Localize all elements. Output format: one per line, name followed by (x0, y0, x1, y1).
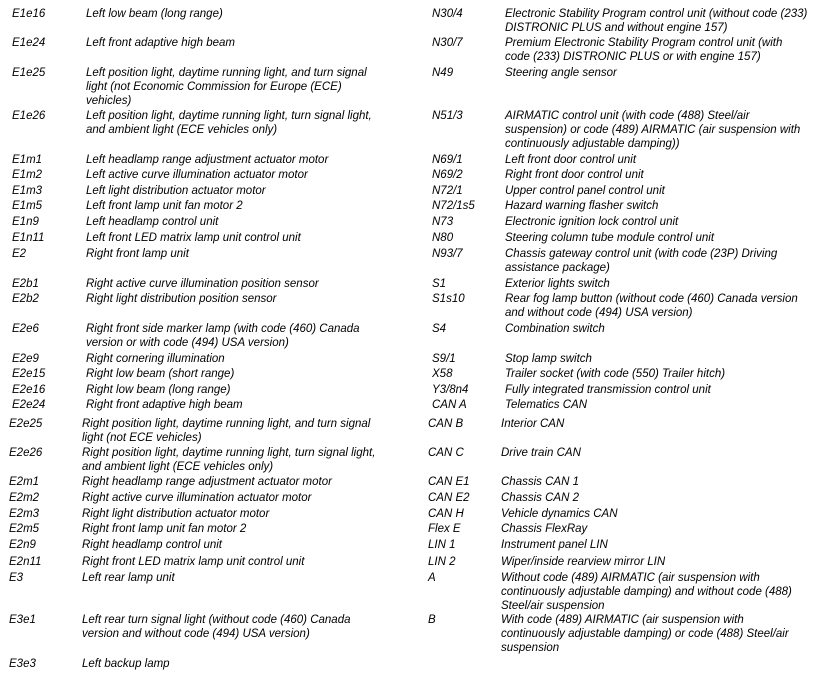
description-line: Rear fog lamp button (without code (460) Canada version (505, 293, 798, 305)
description-line: Exterior lights switch (505, 278, 610, 290)
description-line: Telematics CAN (505, 399, 588, 411)
description-line: Drive train CAN (501, 447, 581, 459)
component-code: Y3/8n4 (432, 384, 469, 396)
component-code: E2b1 (12, 278, 39, 290)
component-description (505, 247, 777, 275)
description-line: Right cornering illumination (86, 353, 225, 365)
component-code: E1n9 (12, 216, 39, 228)
component-code: LIN 2 (428, 556, 456, 568)
component-description (501, 555, 665, 569)
component-code: S4 (432, 323, 447, 335)
description-line: Electronic Stability Program control unit (without code (233) (505, 8, 808, 20)
description-line: assistance package) (505, 262, 610, 274)
component-code: E1e25 (12, 67, 46, 79)
component-code: B (428, 614, 436, 626)
description-line: Left front lamp unit fan motor 2 (86, 200, 243, 212)
description-line: Trailer socket (with code (550) Trailer hitch) (505, 368, 726, 380)
component-description (505, 36, 782, 64)
component-description (501, 522, 587, 536)
description-line: Right low beam (long range) (86, 384, 231, 396)
description-line: Right headlamp control unit (82, 539, 222, 551)
description-line: Left rear lamp unit (82, 572, 175, 584)
component-description (505, 199, 658, 213)
component-code: N80 (432, 232, 454, 244)
component-code: E3 (9, 572, 24, 584)
component-code: CAN H (428, 508, 464, 520)
description-line: Chassis FlexRay (501, 523, 588, 535)
description-line: Left backup lamp (82, 658, 170, 670)
component-description (82, 417, 370, 445)
component-code: E1m2 (12, 169, 43, 181)
description-line: DISTRONIC PLUS and without engine 157) (505, 22, 728, 34)
component-code: E2n11 (9, 556, 42, 568)
component-description (86, 184, 266, 198)
component-code: N73 (432, 216, 454, 228)
component-code: LIN 1 (428, 539, 456, 551)
description-line: Steering angle sensor (505, 67, 617, 79)
component-description (86, 7, 223, 21)
component-code: E1m1 (12, 154, 43, 166)
description-line: Left headlamp range adjustment actuator motor (86, 154, 329, 166)
component-code: N49 (432, 67, 454, 79)
component-code: E2m1 (9, 476, 40, 488)
description-line: Right low beam (short range) (86, 368, 235, 380)
component-code: A (428, 572, 436, 584)
component-description (86, 292, 277, 306)
component-description (505, 398, 587, 412)
component-description (501, 613, 789, 655)
component-description (501, 571, 792, 613)
component-code: E1e16 (12, 8, 46, 20)
component-code: E1m3 (12, 185, 43, 197)
description-line: Upper control panel control unit (505, 185, 665, 197)
component-code: N51/3 (432, 110, 463, 122)
component-description (501, 475, 579, 489)
component-description (86, 322, 360, 350)
component-code: E1e26 (12, 110, 46, 122)
component-description (82, 571, 175, 585)
component-description (82, 657, 170, 671)
component-code: E3e3 (9, 658, 36, 670)
component-description (505, 352, 592, 366)
description-line: Left headlamp control unit (86, 216, 219, 228)
component-description (86, 199, 243, 213)
description-line: Left low beam (long range) (86, 8, 223, 20)
component-description (82, 491, 311, 505)
description-line: Right position light, daytime running light, turn signal light, (82, 447, 376, 459)
component-description (505, 66, 617, 80)
description-line: Left active curve illumination actuator motor (86, 169, 308, 181)
component-code: E2n9 (9, 539, 36, 551)
component-code: N69/1 (432, 154, 463, 166)
component-code: E2m5 (9, 523, 40, 535)
description-line: and ambient light (ECE vehicles only) (86, 124, 278, 136)
component-description (86, 383, 230, 397)
component-code: E2e26 (9, 447, 43, 459)
component-code: N93/7 (432, 248, 463, 260)
component-description (501, 446, 581, 460)
component-description (86, 352, 225, 366)
component-code: E2e25 (9, 418, 43, 430)
component-code: CAN A (432, 399, 467, 411)
component-code: E2e24 (12, 399, 46, 411)
component-code: N30/4 (432, 8, 463, 20)
description-line: Left position light, daytime running light, turn signal light, (86, 110, 372, 122)
component-description (86, 277, 319, 291)
description-line: AIRMATIC control unit (with code (488) Steel/air (505, 110, 750, 122)
component-description (505, 109, 800, 151)
component-code: E2e6 (12, 323, 39, 335)
description-line: Left rear turn signal light (without code (460) Canada (82, 614, 351, 626)
description-line: Steering column tube module control unit (505, 232, 715, 244)
component-description (505, 215, 678, 229)
description-line: continuously adjustable damping)) (505, 138, 680, 150)
description-line: Left front LED matrix lamp unit control unit (86, 232, 301, 244)
description-line: Right front lamp unit fan motor 2 (82, 523, 247, 535)
component-description (505, 292, 798, 320)
description-line: With code (489) AIRMATIC (air suspension with (501, 614, 744, 626)
description-line: Without code (489) AIRMATIC (air suspension with (501, 572, 760, 584)
description-line: Chassis gateway control unit (with code (23P) Driving (505, 248, 778, 260)
description-line: and ambient light (ECE vehicles only) (82, 461, 274, 473)
component-description (505, 322, 605, 336)
description-line: Right front adaptive high beam (86, 399, 243, 411)
component-description (82, 446, 375, 474)
component-description (505, 277, 610, 291)
description-line: Right light distribution position sensor (86, 293, 277, 305)
component-description (505, 168, 644, 182)
component-description (86, 168, 308, 182)
component-code: E2b2 (12, 293, 39, 305)
component-description (86, 231, 301, 245)
component-description (505, 7, 807, 35)
description-line: version and without code (494) USA version) (82, 628, 310, 640)
description-line: Chassis CAN 2 (501, 492, 579, 504)
description-line: Right light distribution actuator motor (82, 508, 270, 520)
component-code: E1m5 (12, 200, 43, 212)
description-line: Stop lamp switch (505, 353, 592, 365)
component-description (505, 184, 665, 198)
component-description (86, 247, 189, 261)
description-line: Interior CAN (501, 418, 565, 430)
description-line: continuously adjustable damping) or code (488) Steel/air (501, 628, 789, 640)
description-line: continuously adjustable damping) and without code (488) (501, 586, 792, 598)
component-description (82, 555, 304, 569)
component-description (86, 66, 367, 108)
description-line: Right active curve illumination actuator motor (82, 492, 312, 504)
component-code: N72/1 (432, 185, 463, 197)
component-code: E3e1 (9, 614, 36, 626)
component-code: N72/1s5 (432, 200, 475, 212)
component-code: S1s10 (432, 293, 465, 305)
description-line: Chassis CAN 1 (501, 476, 579, 488)
component-description (501, 538, 608, 552)
component-code: CAN C (428, 447, 464, 459)
description-line: Right position light, daytime running light, and turn signal (82, 418, 371, 430)
component-description (82, 507, 269, 521)
component-description (82, 538, 222, 552)
component-code: N30/7 (432, 37, 463, 49)
component-description (86, 398, 243, 412)
description-line: suspension) or code (489) AIRMATIC (air suspension with (505, 124, 801, 136)
description-line: Instrument panel LIN (501, 539, 608, 551)
component-code: E2m3 (9, 508, 40, 520)
component-description (505, 231, 714, 245)
component-code: S1 (432, 278, 447, 290)
component-code: N69/2 (432, 169, 463, 181)
component-code: E2e16 (12, 384, 46, 396)
component-description (86, 109, 372, 137)
component-code: Flex E (428, 523, 461, 535)
description-line: Steel/air suspension (501, 600, 605, 612)
description-line: code (233) DISTRONIC PLUS or with engine 157) (505, 51, 761, 63)
description-line: Left front adaptive high beam (86, 37, 235, 49)
description-line: Vehicle dynamics CAN (501, 508, 618, 520)
description-line: light (not Economic Commission for Europe (ECE) (86, 81, 342, 93)
description-line: light (not ECE vehicles) (82, 432, 202, 444)
component-description (82, 475, 332, 489)
component-code: E2e9 (12, 353, 39, 365)
description-line: Right front door control unit (505, 169, 644, 181)
description-line: suspension (501, 642, 560, 654)
description-line: Combination switch (505, 323, 605, 335)
component-code: E2m2 (9, 492, 40, 504)
component-code: CAN E2 (428, 492, 470, 504)
component-description (82, 613, 351, 641)
component-description (501, 491, 579, 505)
description-line: Right front side marker lamp (with code (460) Canada (86, 323, 360, 335)
component-description (82, 522, 246, 536)
description-line: Right headlamp range adjustment actuator motor (82, 476, 332, 488)
description-line: Right front LED matrix lamp unit control unit (82, 556, 305, 568)
description-line: and without code (494) USA version) (505, 307, 693, 319)
component-description (501, 507, 618, 521)
component-code: CAN E1 (428, 476, 470, 488)
component-code: E1e24 (12, 37, 46, 49)
component-code: CAN B (428, 418, 464, 430)
description-line: Left position light, daytime running light, and turn signal (86, 67, 367, 79)
component-description (505, 383, 711, 397)
description-line: Left light distribution actuator motor (86, 185, 266, 197)
description-line: version or with code (494) USA version) (86, 337, 289, 349)
description-line: Left front door control unit (505, 154, 637, 166)
component-description (86, 36, 235, 50)
description-line: Right active curve illumination position sensor (86, 278, 319, 290)
description-line: vehicles) (86, 95, 132, 107)
component-code: E2e15 (12, 368, 46, 380)
component-code: S9/1 (432, 353, 456, 365)
component-description (86, 367, 234, 381)
component-code: E1n11 (12, 232, 45, 244)
component-description (501, 417, 564, 431)
description-line: Wiper/inside rearview mirror LIN (501, 556, 666, 568)
description-line: Hazard warning flasher switch (505, 200, 659, 212)
component-description (86, 153, 328, 167)
description-line: Premium Electronic Stability Program control unit (with (505, 37, 783, 49)
description-line: Right front lamp unit (86, 248, 189, 260)
component-code: E2 (12, 248, 27, 260)
component-description (505, 153, 636, 167)
description-line: Electronic ignition lock control unit (505, 216, 679, 228)
component-code: X58 (432, 368, 453, 380)
description-line: Fully integrated transmission control unit (505, 384, 711, 396)
component-description (505, 367, 725, 381)
component-description (86, 215, 218, 229)
